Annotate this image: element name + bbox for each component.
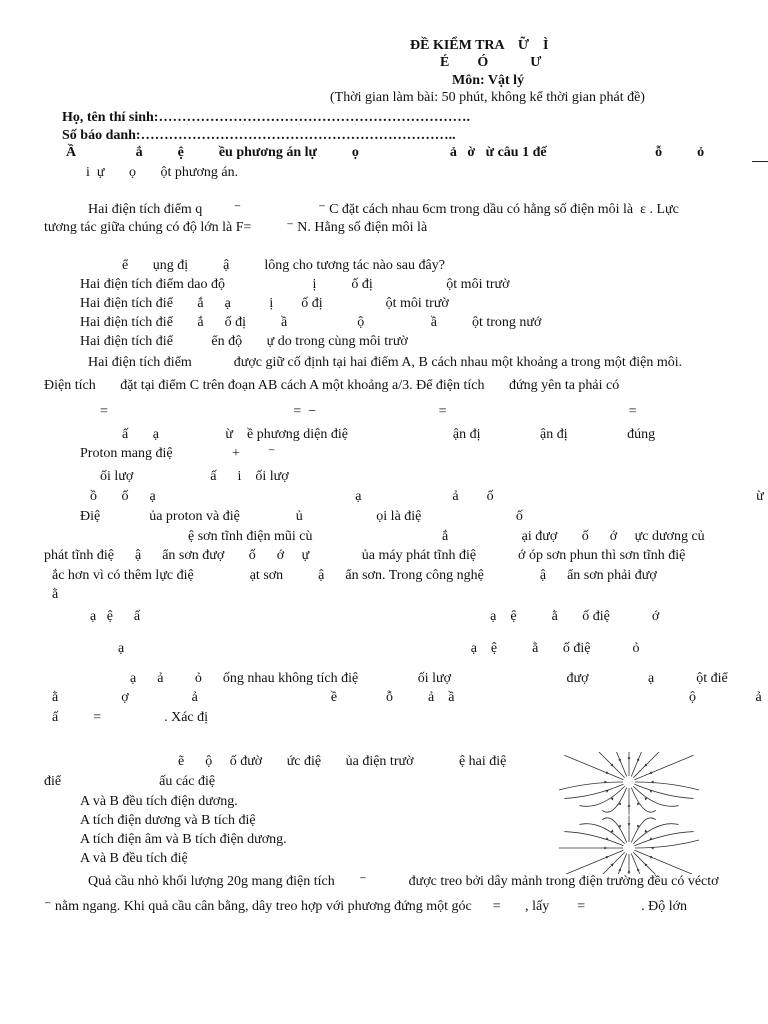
question-line: ạ ạ ệ ằ ố điệ ỏ: [118, 641, 640, 656]
question-line: ệ sơn tĩnh điện mũi cù ắ ại đượ ố ớ ực dương củ: [188, 529, 705, 544]
question-line: ấ ạ ừ ề phương diện điệ ận đị ận đị đúng: [122, 427, 656, 442]
question-line: A tích điện dương và B tích điệ: [80, 813, 256, 828]
question-line: Điệ ủa proton và điệ ủ ọi là điệ ố: [80, 509, 523, 524]
question-line: ắc hơn vì có thêm lực điệ ạt sơn ậ ẩn sơn. Trong công nghệ ậ ẩn sơn phải đượ: [52, 568, 657, 583]
subject-line: Môn: Vật lý: [452, 73, 525, 88]
question-line: điể ấu các điệ: [44, 774, 216, 789]
question-line: Hai điện tích điểm dao độ ị ố đị ột môi trườ: [80, 277, 510, 292]
question-line: ạ ệ ấ ạ ệ ằ ố điệ ớ: [90, 609, 660, 624]
question-line: ằ ợ ả ề ỗ ả ầ ộ ả: [52, 690, 762, 705]
id-field: Số báo danh:…………………………………………………………..: [62, 128, 456, 143]
title-line-2: É Ó Ư: [440, 55, 542, 70]
instruction-line-2: i ự ọ ột phương án.: [86, 165, 239, 180]
question-line: phát tĩnh điệ ậ ẩn sơn đượ ố ớ ự ủa máy phát tĩnh điệ ớ óp sơn phun thì sơn tĩnh điệ: [44, 548, 686, 563]
question-line: Hai điện tích điể ển độ ự do trong cùng môi trườ: [80, 334, 408, 349]
question-line: Proton mang điệ + ⁻: [80, 446, 276, 461]
question-line: ể ụng đị ậ lông cho tương tác nào sau đây?: [122, 258, 445, 273]
question-line: Điện tích đặt tại điểm C trên đoạn AB cách A một khoảng a/3. Để điện tích đứng yên ta phải có: [44, 378, 620, 393]
title-line-1: ĐỀ KIỂM TRA Ữ Ì: [410, 38, 549, 53]
question-line: ồ ố ạ ạ ả ố ừ: [90, 489, 764, 504]
question-line: A và B đều tích điện dương.: [80, 794, 238, 809]
question-line: Hai điện tích điểm được giữ cố định tại hai điểm A, B cách nhau một khoảng a trong một điện môi.: [88, 355, 683, 370]
question-line: Quả cầu nhỏ khối lượng 20g mang điện tích ⁻ được treo bởi dây mảnh trong điện trường đều có véctơ: [88, 874, 719, 889]
question-line: ⁻ nằm ngang. Khi quả cầu cân bằng, dây treo hợp với phương đứng một góc = , lấy = . Độ lớn: [44, 899, 688, 914]
question-line: A và B đều tích điệ: [80, 851, 188, 866]
question-line: ằ: [52, 587, 59, 602]
question-line: tương tác giữa chúng có độ lớn là F= ⁻ N. Hằng số điện môi là: [44, 220, 428, 235]
time-note: (Thời gian làm bài: 50 phút, không kể thời gian phát đề): [330, 90, 645, 105]
question-line: ẽ ộ ố đườ ức điệ ủa điện trườ ệ hai điệ: [178, 754, 507, 769]
question-line: Hai điện tích điể ắ ố đị ầ ộ ầ ột trong nướ: [80, 315, 542, 330]
question-line: ạ ả ỏ ống nhau không tích điệ ối lượ đượ ạ ột điể: [130, 671, 728, 686]
electric-field-lines-figure: [533, 752, 725, 874]
question-line: ấ = . Xác đị: [52, 710, 209, 725]
question-line: ối lượ ấ i ối lượ: [100, 469, 289, 484]
question-line: A tích điện âm và B tích điện dương.: [80, 832, 287, 847]
margin-dash: [752, 161, 768, 162]
instruction-line-1: Ầ ắ ệ ều phương án lự ọ ả ờ ừ câu 1 đế ỗ ỏ: [66, 145, 705, 160]
question-line: Hai điện tích điểm q ⁻ ⁻ C đặt cách nhau 6cm trong dầu có hằng số điện môi là ε . Lực: [88, 202, 679, 217]
question-line: Hai điện tích điể ắ ạ ị ố đị ột môi trườ: [80, 296, 449, 311]
name-field: Họ, tên thí sinh:………………………………………………………….: [62, 110, 470, 125]
question-line: = = − = =: [100, 404, 637, 419]
